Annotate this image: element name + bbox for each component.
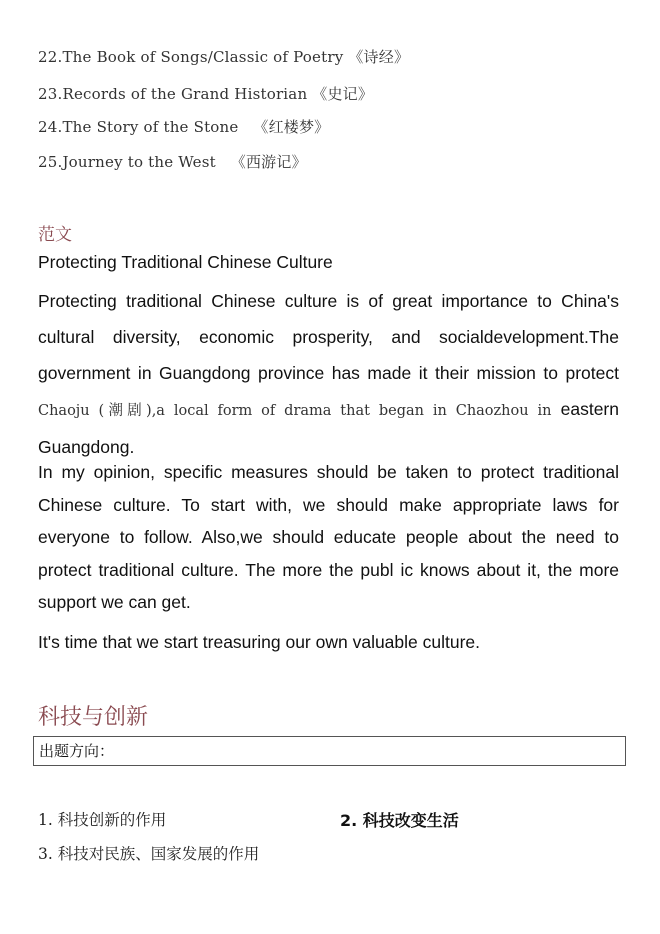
essay-paragraph-2: In my opinion, specific measures should be taken to protect traditional Chinese culture. To start with, we should make appropriate laws for everyone to follow. Also,we should educate people about the need to protect traditional culture. The more the publ ic knows about it, the more support we can get. [38, 462, 619, 612]
essay-title: Protecting Traditional Chinese Culture [38, 252, 333, 272]
essay-paragraph-3: It's time that we start treasuring our own valuable culture. [38, 632, 481, 652]
work-item-24: 24.The Story of the Stone 《红楼梦》 [38, 118, 330, 136]
topic-item-1: 1. 科技创新的作用 [38, 811, 167, 829]
essay-p1-text-end: eastern Guangdong. [38, 399, 619, 457]
work-item-25: 25.Journey to the West 《西游记》 [38, 153, 307, 171]
topic-direction-label: 出题方向： [39, 742, 115, 760]
section-heading-tech-innovation: 科技与创新 [38, 705, 149, 730]
model-essay-label: 范文 [38, 225, 72, 245]
topic-item-3: 3. 科技对民族、国家发展的作用 [38, 845, 260, 863]
topic-item-2: 2. 科技改变生活 [340, 811, 459, 830]
essay-p1-text: Protecting traditional Chinese culture is of great importance to China's cultural diversity, economic prosperity, and socialdevelopment.The government in Guangdong province has made it their mission to protect [38, 291, 619, 383]
work-item-23: 23.Records of the Grand Historian 《史记》 [38, 85, 374, 103]
work-item-22: 22.The Book of Songs/Classic of Poetry 《诗经》 [38, 48, 410, 66]
essay-paragraph-1 [38, 283, 619, 465]
topic-direction-box [33, 736, 626, 766]
essay-p1-serif-text: Chaoju (潮剧),a local form of drama that began in Chaozhou in [38, 403, 552, 419]
